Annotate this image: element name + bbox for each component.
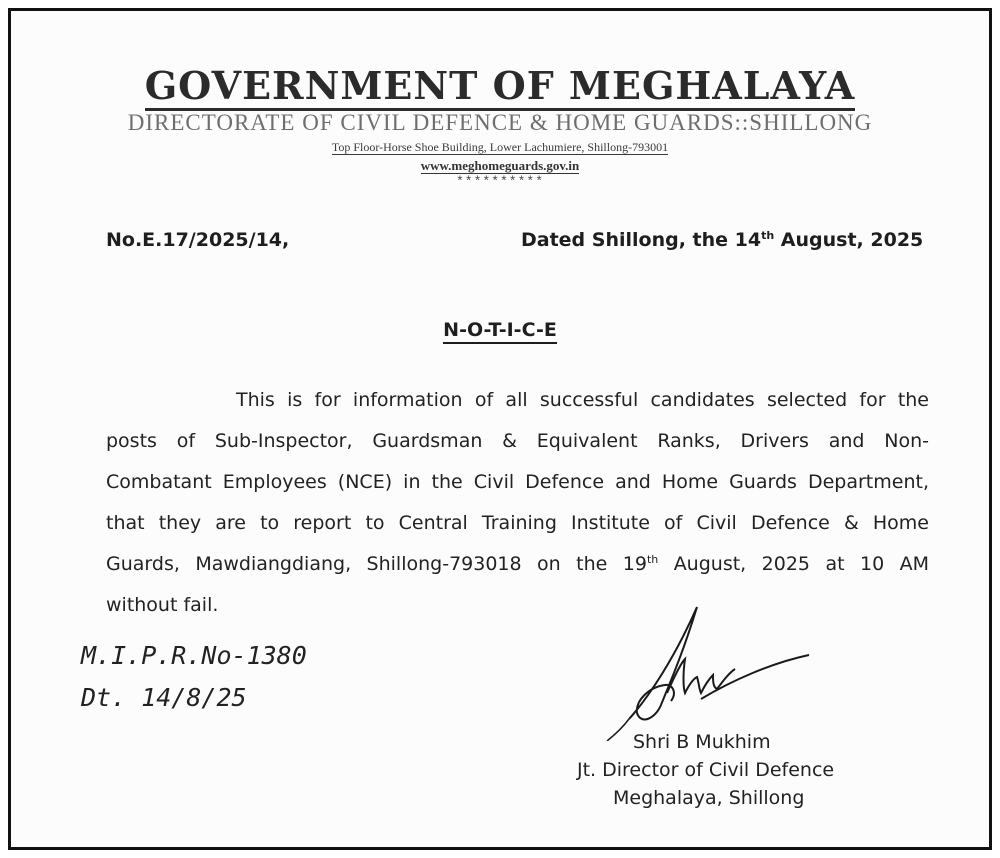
signature-mark — [601, 601, 821, 741]
notice-body-line-4: that they are to report to Central Training Institute of Civil Defence & Home — [106, 512, 929, 534]
government-title: GOVERNMENT OF MEGHALAYA — [11, 63, 989, 108]
reference-number: No.E.17/2025/14, — [106, 229, 290, 251]
notice-body-line-1: This is for information of all successful candidates selected for the — [236, 389, 929, 411]
dated-line: Dated Shillong, the 14th August, 2025 — [521, 229, 924, 251]
notice-document — [8, 8, 992, 850]
signatory-name: Shri B Mukhim — [633, 731, 771, 753]
notice-body-line-3: Combatant Employees (NCE) in the Civil Defence and Home Guards Department, — [106, 471, 929, 493]
handwritten-mipr-number: M.I.P.R.No-1380 — [81, 641, 307, 670]
notice-body-line-2: posts of Sub-Inspector, Guardsman & Equivalent Ranks, Drivers and Non- — [106, 430, 929, 452]
signatory-designation: Jt. Director of Civil Defence — [577, 759, 835, 781]
notice-body-line-6: without fail. — [106, 594, 219, 616]
directorate-name: DIRECTORATE OF CIVIL DEFENCE & HOME GUARDS::SHILLONG — [127, 110, 873, 135]
header-separator-stars: ********** — [455, 174, 544, 189]
notice-title: N-O-T-I-C-E — [11, 319, 989, 341]
signatory-place: Meghalaya, Shillong — [613, 787, 805, 809]
notice-body-line-5: Guards, Mawdiangdiang, Shillong-793018 on the 19th August, 2025 at 10 AM — [106, 553, 929, 575]
website-url: www.meghomeguards.gov.in — [420, 158, 580, 173]
office-address: Top Floor-Horse Shoe Building, Lower Lachumiere, Shillong-793001 — [331, 140, 669, 154]
handwritten-date: Dt. 14/8/25 — [81, 683, 247, 712]
